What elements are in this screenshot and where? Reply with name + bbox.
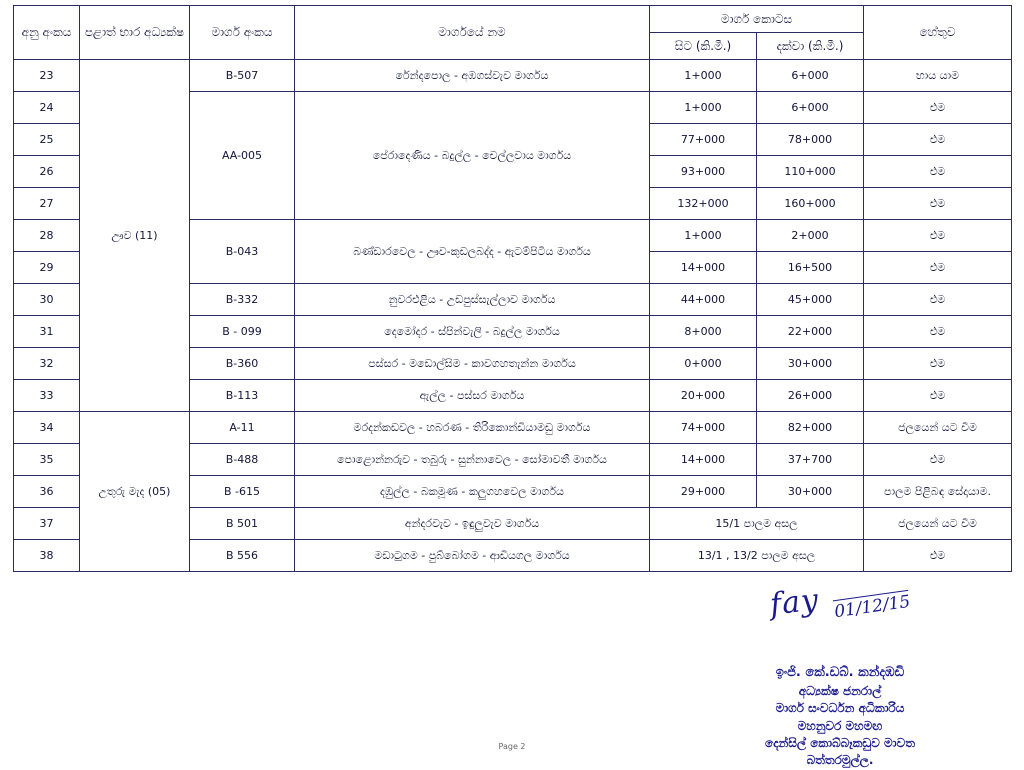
cell-reason: ජලයෙන් යට වීම [864, 412, 1012, 444]
cell-to: 110+000 [757, 156, 864, 188]
cell-no: 35 [14, 444, 80, 476]
cell-no: 37 [14, 508, 80, 540]
cell-to: 82+000 [757, 412, 864, 444]
table-row [14, 412, 1012, 444]
cell-reason: එම [864, 540, 1012, 572]
cell-road-name: මරදන්කඩවල - හබරණ - තිරිකොන්ඩියාමඩු මාර්ගය [295, 412, 650, 444]
cell-road-name: නුවරඑළිය - උඩපුස්සැල්ලාව මාර්ගය [295, 284, 650, 316]
cell-reason: එම [864, 444, 1012, 476]
cell-reason: එම [864, 124, 1012, 156]
header-reason: හේතුව [864, 6, 1012, 60]
cell-no: 26 [14, 156, 80, 188]
cell-no: 29 [14, 252, 80, 284]
header-no: අනු අංකය [14, 6, 80, 60]
cell-road-name: පස්සර - මඩොල්සිම - කාවගහතැන්න මාර්ගය [295, 348, 650, 380]
cell-road-no: B 501 [190, 508, 295, 540]
cell-from: 8+000 [650, 316, 757, 348]
cell-province: ඌව (11) [80, 60, 190, 412]
cell-reason: එම [864, 92, 1012, 124]
cell-reason: එම [864, 220, 1012, 252]
cell-reason: එම [864, 284, 1012, 316]
signatory-address-line-2: දෙන්සිල් කොබ්බෑකඩුව මාවත [765, 736, 915, 751]
cell-from: 93+000 [650, 156, 757, 188]
cell-road-no: B-043 [190, 220, 295, 284]
cell-to: 45+000 [757, 284, 864, 316]
cell-road-name: මඩාටුගම - පුබ්බෝගම - ආඩියගල මාර්ගය [295, 540, 650, 572]
header-section-from: සිට (කි.මී.) [650, 33, 757, 60]
cell-road-no: B - 099 [190, 316, 295, 348]
cell-road-no: B -615 [190, 476, 295, 508]
signatory-address-line-3: බත්තරමුල්ල. [806, 753, 874, 768]
cell-reason: එම [864, 316, 1012, 348]
cell-road-no: B-332 [190, 284, 295, 316]
cell-section-span: 13/1 , 13/2 පාලම අසල [650, 540, 864, 572]
header-road-name: මාර්ගයේ නම [295, 6, 650, 60]
cell-reason: එම [864, 156, 1012, 188]
cell-reason: එම [864, 252, 1012, 284]
header-province: පළාත් භාර අධ්‍යක්ෂ [80, 6, 190, 60]
cell-to: 30+000 [757, 476, 864, 508]
cell-reason: භාය යාම [864, 60, 1012, 92]
cell-no: 32 [14, 348, 80, 380]
header-section-to: දක්වා (කි.මී.) [757, 33, 864, 60]
cell-from: 29+000 [650, 476, 757, 508]
cell-from: 0+000 [650, 348, 757, 380]
cell-to: 26+000 [757, 380, 864, 412]
table-body [14, 60, 1012, 572]
cell-section-span: 15/1 පාලම අසල [650, 508, 864, 540]
cell-from: 77+000 [650, 124, 757, 156]
cell-road-no: AA-005 [190, 92, 295, 220]
cell-road-name: ඇල්ල - පස්සර මාර්ගය [295, 380, 650, 412]
cell-road-name: බණ්ඩාරවෙල - ඌව-කුඩලබද්ද - ඇටම්පිටිය මාර්ගය [295, 220, 650, 284]
cell-reason: එම [864, 188, 1012, 220]
cell-no: 33 [14, 380, 80, 412]
cell-road-no: A-11 [190, 412, 295, 444]
cell-reason: පාලම පිළිබඳ සේදායාම. [864, 476, 1012, 508]
cell-from: 1+000 [650, 220, 757, 252]
cell-to: 6+000 [757, 92, 864, 124]
cell-road-name: දඹුල්ල - බකමූණ - කලුගහවෙල මාර්ගය [295, 476, 650, 508]
cell-no: 36 [14, 476, 80, 508]
cell-province: උතුරු මැද (05) [80, 412, 190, 572]
cell-reason: එම [864, 380, 1012, 412]
cell-no: 27 [14, 188, 80, 220]
cell-to: 22+000 [757, 316, 864, 348]
cell-from: 14+000 [650, 444, 757, 476]
cell-road-no: B-360 [190, 348, 295, 380]
cell-no: 23 [14, 60, 80, 92]
cell-to: 160+000 [757, 188, 864, 220]
table-header [14, 6, 1012, 60]
header-road-no: මාර්ග අංකය [190, 6, 295, 60]
cell-road-name: අන්දරවැව - ඉඳුලුවැව මාර්ගය [295, 508, 650, 540]
road-sections-table [13, 5, 1012, 572]
table-header-row-1 [14, 6, 1012, 33]
cell-no: 28 [14, 220, 80, 252]
signatory-name: ඉංජි. කේ.ඩබ්. කන්දඹඩි [775, 665, 905, 680]
cell-no: 25 [14, 124, 80, 156]
signature-mark: fay [768, 582, 821, 623]
cell-road-name: දෙමෝදර - ස්පින්වැලි - බදුල්ල මාර්ගය [295, 316, 650, 348]
cell-to: 16+500 [757, 252, 864, 284]
signatory-title: අධ්‍යක්ෂ ජනරාල් [798, 683, 882, 698]
cell-no: 31 [14, 316, 80, 348]
table-row [14, 60, 1012, 92]
cell-to: 78+000 [757, 124, 864, 156]
cell-road-name: පොළොන්නරුව - තබුරු - සුන්නාවෙල - සෝමාවතී මාර්ගය [295, 444, 650, 476]
cell-road-name: පේරාදෙණිය - බදුල්ල - චෙල්ලවාය මාර්ගය [295, 92, 650, 220]
page-number: Page 2 [498, 742, 526, 751]
cell-no: 30 [14, 284, 80, 316]
signature-date: 01/12/15 [832, 591, 912, 623]
cell-no: 38 [14, 540, 80, 572]
signatory-address-line-1: මහනුවර මහමඟ [797, 718, 883, 733]
signatory-organisation: මාර්ග සංවර්ධන අධිකාරිය [775, 701, 905, 716]
cell-from: 14+000 [650, 252, 757, 284]
cell-reason: එම [864, 348, 1012, 380]
cell-road-no: B 556 [190, 540, 295, 572]
cell-no: 34 [14, 412, 80, 444]
cell-no: 24 [14, 92, 80, 124]
cell-to: 6+000 [757, 60, 864, 92]
cell-from: 74+000 [650, 412, 757, 444]
header-section-group: මාර්ග කොටස [650, 6, 864, 33]
cell-to: 30+000 [757, 348, 864, 380]
cell-from: 132+000 [650, 188, 757, 220]
cell-from: 1+000 [650, 92, 757, 124]
cell-from: 20+000 [650, 380, 757, 412]
cell-to: 37+700 [757, 444, 864, 476]
cell-from: 44+000 [650, 284, 757, 316]
cell-to: 2+000 [757, 220, 864, 252]
cell-road-no: B-113 [190, 380, 295, 412]
cell-road-no: B-507 [190, 60, 295, 92]
cell-reason: ජලයෙන් යට වීම [864, 508, 1012, 540]
cell-from: 1+000 [650, 60, 757, 92]
cell-road-name: රේන්දපොල - අඹගස්වැව මාර්ගය [295, 60, 650, 92]
cell-road-no: B-488 [190, 444, 295, 476]
